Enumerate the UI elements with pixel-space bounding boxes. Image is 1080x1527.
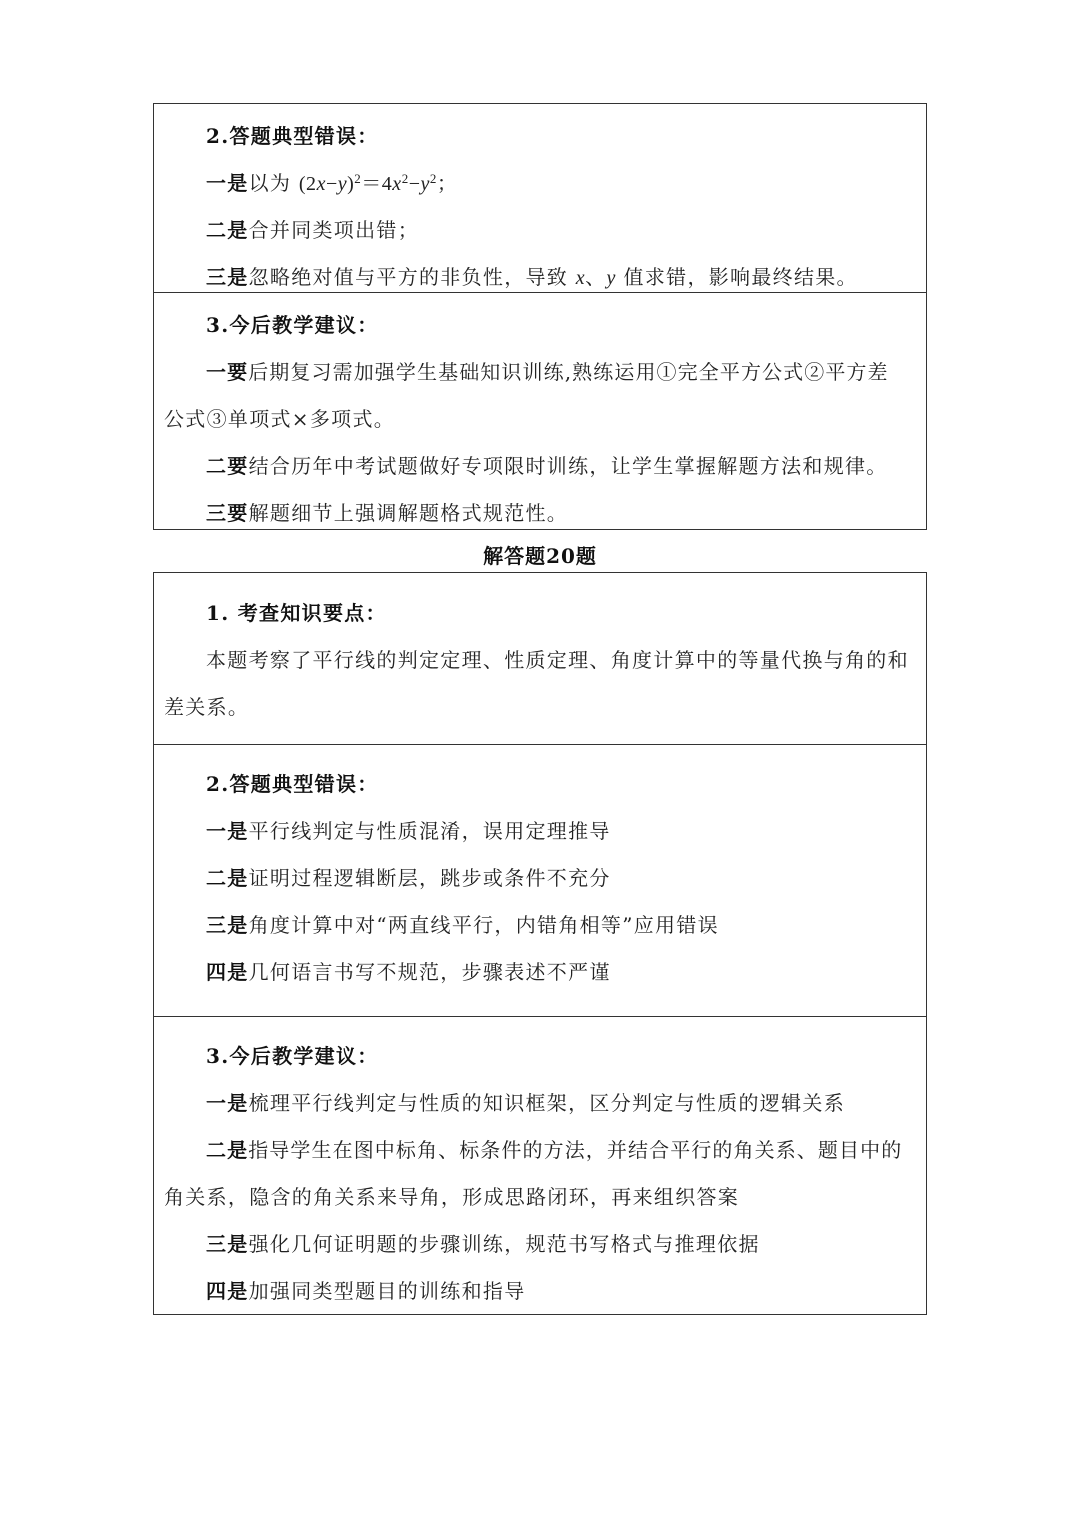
item-keyword: 三是 <box>206 1232 249 1256</box>
item-text: 角度计算中对“两直线平行，内错角相等”应用错误 <box>248 913 719 937</box>
item-text: 、 <box>585 265 607 289</box>
advice-heading: 3.今后教学建议： <box>206 1044 379 1068</box>
advice-item-2-cont: 角关系，隐含的角关系来导角，形成思路闭环，再来组织答案 <box>164 1185 740 1209</box>
item-text: 解题细节上强调解题格式规范性。 <box>248 501 569 525</box>
row-divider <box>154 1016 926 1017</box>
error-item-3 <box>206 265 918 290</box>
question-title: 解答题20题 <box>483 544 597 568</box>
error-item-2 <box>206 218 918 242</box>
error-item-2 <box>206 866 918 890</box>
item-text: 梳理平行线判定与性质的知识框架，区分判定与性质的逻辑关系 <box>248 1091 846 1115</box>
errors-heading: 2.答题典型错误： <box>206 772 379 796</box>
row-divider <box>154 292 926 293</box>
error-item-1 <box>206 171 918 196</box>
item-keyword: 一是 <box>206 171 249 195</box>
item-text: 以为 <box>248 171 292 195</box>
item-text: 指导学生在图中标角、标条件的方法，并结合平行的角关系、题目中的 <box>248 1138 903 1162</box>
item-keyword: 三是 <box>206 913 249 937</box>
advice-heading: 3.今后教学建议： <box>206 313 379 337</box>
analysis-table-part2 <box>153 572 927 1315</box>
advice-item-1 <box>206 360 918 384</box>
advice-item-1-cont: 公式③单项式×多项式。 <box>164 407 396 431</box>
item-keyword: 四是 <box>206 960 249 984</box>
item-text: 强化几何证明题的步骤训练，规范书写格式与推理依据 <box>248 1232 760 1256</box>
knowledge-heading: 1. 考查知识要点： <box>206 601 387 625</box>
advice-item-3 <box>206 501 918 525</box>
item-text: 值求错，影响最终结果。 <box>623 265 858 289</box>
error-item-1 <box>206 819 918 843</box>
item-text: 忽略绝对值与平方的非负性，导致 <box>248 265 569 289</box>
error-item-4 <box>206 960 918 984</box>
item-text: 加强同类型题目的训练和指导 <box>248 1279 526 1303</box>
advice-item-4 <box>206 1279 918 1303</box>
analysis-table-part1 <box>153 103 927 530</box>
item-keyword: 四是 <box>206 1279 249 1303</box>
item-keyword: 三要 <box>206 501 249 525</box>
item-keyword: 三是 <box>206 265 249 289</box>
knowledge-text-cont: 差关系。 <box>164 695 250 719</box>
advice-item-2 <box>206 454 918 478</box>
item-text: ； <box>436 171 459 195</box>
item-keyword: 二要 <box>206 454 249 478</box>
item-text: 合并同类项出错； <box>248 218 420 242</box>
item-text: 证明过程逻辑断层，跳步或条件不充分 <box>248 866 611 890</box>
item-text: 平行线判定与性质混淆，误用定理推导 <box>248 819 611 843</box>
error-item-3 <box>206 913 918 937</box>
item-keyword: 二是 <box>206 1138 249 1162</box>
item-keyword: 二是 <box>206 218 249 242</box>
item-keyword: 二是 <box>206 866 249 890</box>
errors-heading: 2.答题典型错误： <box>206 124 379 148</box>
variable-x: x <box>575 267 586 289</box>
advice-item-3 <box>206 1232 918 1256</box>
advice-item-1 <box>206 1091 918 1115</box>
item-text: 几何语言书写不规范，步骤表述不严谨 <box>248 960 611 984</box>
row-divider <box>154 744 926 745</box>
item-keyword: 一要 <box>206 360 249 384</box>
variable-y: y <box>606 267 616 289</box>
item-text: 结合历年中考试题做好专项限时训练，让学生掌握解题方法和规律。 <box>248 454 888 478</box>
formula: $(2x-y)^2=4x^2-y^2$ <box>298 171 437 195</box>
knowledge-text: 本题考察了平行线的判定定理、性质定理、角度计算中的等量代换与角的和 <box>206 648 909 672</box>
advice-item-2 <box>206 1138 918 1162</box>
item-text: 后期复习需加强学生基础知识训练,熟练运用①完全平方公式②平方差 <box>248 360 889 384</box>
item-keyword: 一是 <box>206 1091 249 1115</box>
item-keyword: 一是 <box>206 819 249 843</box>
